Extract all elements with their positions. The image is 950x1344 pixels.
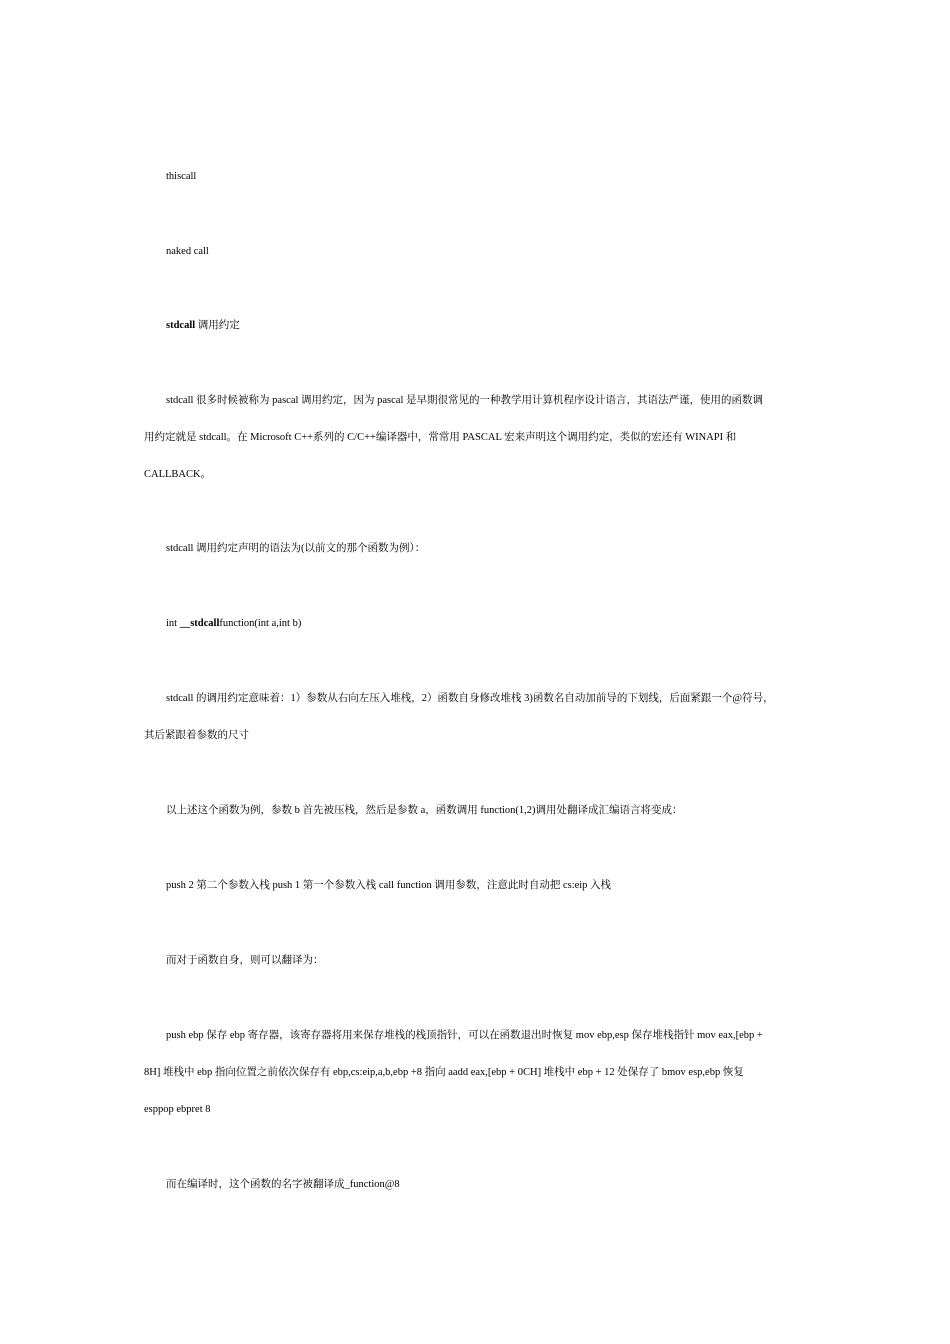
meaning-line-1: stdcall 的调用约定意味着：1）参数从右向左压入堆栈，2）函数自身修改堆栈 3)函数名自动加前导的下划线，后面紧跟一个@符号， [166, 693, 774, 704]
paragraph-stdcall-intro [144, 382, 808, 493]
assembly-line-1: push ebp 保存 ebp 寄存器，该寄存器将用来保存堆栈的栈顶指针，可以在函数退出时恢复 mov ebp,esp 保存堆栈指针 mov eax,[ebp + [166, 1030, 763, 1041]
text-example: 以上述这个函数为例，参数 b 首先被压栈，然后是参数 a，函数调用 function(1,2)调用处翻译成汇编语言将变成： [166, 805, 683, 816]
intro-line-1: stdcall 很多时候被称为 pascal 调用约定，因为 pascal 是早期很常见的一种教学用计算机程序设计语言，其语法严谨，使用的函数调 [166, 395, 764, 406]
heading-rest: 调用约定 [195, 320, 240, 331]
text-thiscall: thiscall [166, 171, 197, 182]
paragraph-function-self [144, 942, 808, 979]
text-name-mangling: 而在编译时，这个函数的名字被翻译成_function@8 [166, 1179, 400, 1190]
paragraph-push-args [144, 867, 808, 904]
code-declaration [144, 605, 808, 642]
paragraph-assembly [144, 1017, 808, 1128]
paragraph-meaning [144, 680, 808, 754]
paragraph-thiscall [144, 158, 808, 195]
paragraph-syntax [144, 530, 808, 567]
code-stdcall-keyword: __stdcall [179, 618, 220, 629]
section-heading-stdcall [144, 307, 808, 344]
text-naked-call: naked call [166, 246, 209, 257]
paragraph-name-mangling [144, 1166, 808, 1203]
intro-line-2: 用约定就是 stdcall。在 Microsoft C++系列的 C/C++编译器中，常常用 PASCAL 宏来声明这个调用约定，类似的宏还有 WINAPI 和 [144, 432, 737, 443]
text-function-self: 而对于函数自身，则可以翻译为： [166, 955, 324, 966]
assembly-line-3: esppop ebpret 8 [144, 1104, 211, 1115]
assembly-line-2: 8H] 堆栈中 ebp 指向位置之前依次保存有 ebp,cs:eip,a,b,ebp +8 指向 aadd eax,[ebp + 0CH] 堆栈中 ebp + 12 处保存了 bmov esp,ebp 恢复 [144, 1067, 744, 1078]
paragraph-example [144, 792, 808, 829]
code-int: int [166, 618, 180, 629]
paragraph-naked-call [144, 233, 808, 270]
intro-line-3: CALLBACK。 [144, 469, 212, 480]
text-push-args: push 2 第二个参数入栈 push 1 第一个参数入栈 call function 调用参数，注意此时自动把 cs:eip 入栈 [166, 880, 612, 891]
heading-keyword: stdcall [166, 320, 196, 331]
text-syntax: stdcall 调用约定声明的语法为(以前文的那个函数为例）： [166, 543, 426, 554]
code-function-signature: function(int a,int b) [219, 618, 302, 629]
meaning-line-2: 其后紧跟着参数的尺寸 [144, 730, 249, 741]
